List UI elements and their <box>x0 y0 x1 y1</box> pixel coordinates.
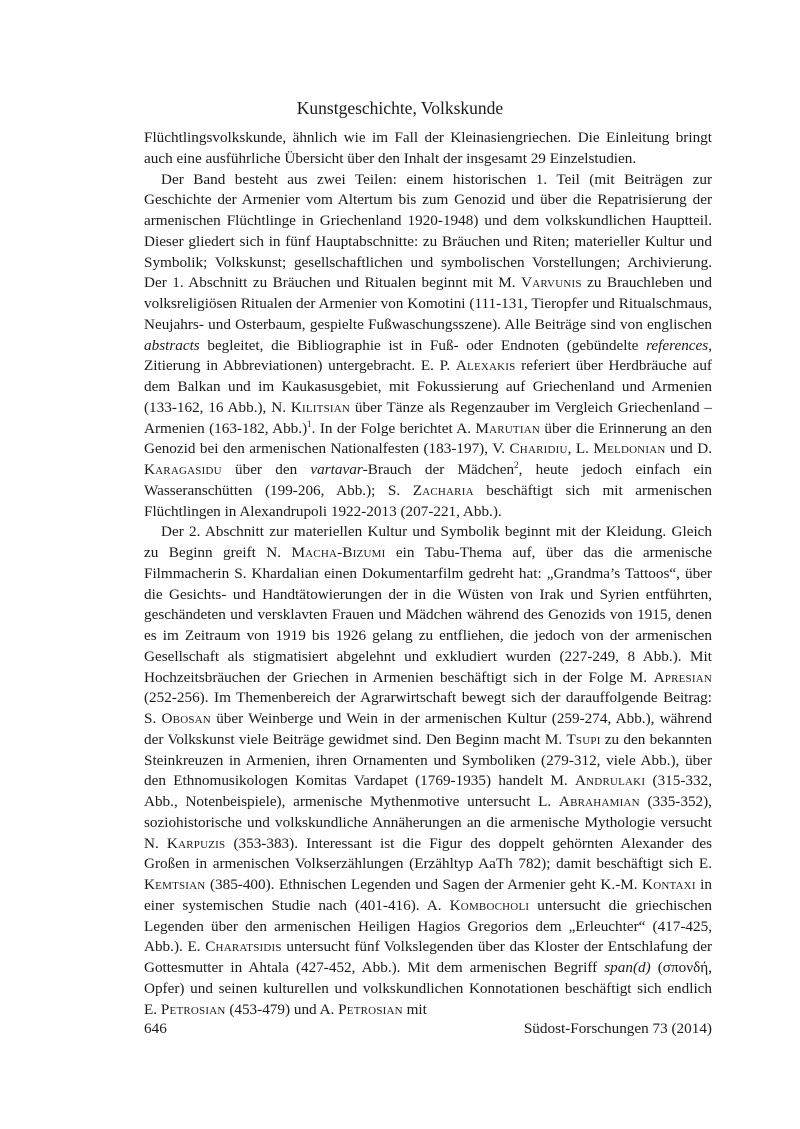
text-run: zu Brauchleben und volksreligiösen Ritualen der Armenier von Komotini (111-131, Tieropfer und Ritualschmaus, Neujahrs- und Osterbaum, gespielte Fußwaschungsszene). Alle Beiträge sind von englischen <box>144 274 712 333</box>
text-run: (453-479) und A. <box>225 1000 339 1018</box>
author-name: Apresian <box>653 668 712 686</box>
footnote-ref: 1 <box>307 418 312 429</box>
text-run: Der Band besteht aus zwei Teilen: einem historischen 1. Teil (mit Beiträgen zur Geschichte der Armenier vom Altertum bis zum Genozid und über die Repatrisierung der armenischen Flüchtlinge in Griechenland 1920-1948) und dem volkskundlichen Hauptteil. Dieser gliedert sich in fünf Hauptabschnitte: zu Bräuchen und Riten; materieller Kultur und Symbolik; Volkskunst; gesellschaftlichen und symbolischen Vorstellungen; Archivierung. Der 1. Abschnitt zu Bräuchen und Ritualen beginnt mit M. <box>144 170 712 292</box>
paragraph <box>144 170 712 523</box>
text-run: über Tänze als Regenzauber im Vergleich Griechenland – Armenien (163-182, Abb.) <box>144 398 712 437</box>
text-run: -Brauch der Mädchen <box>362 461 515 478</box>
text-run: beschäftigt sich mit armenischen Flüchtlingen in Alexandrupoli 1922-2013 (207-221, Abb.). <box>144 481 712 520</box>
text-run: (335-352), soziohistorische und volkskundliche Annäherungen an die armenische Mythologie versucht N. <box>144 793 712 852</box>
text-run: in einer systemischen Studie nach (401-416). A. <box>144 876 712 914</box>
running-head: Kunstgeschichte, Volkskunde <box>296 98 504 118</box>
author-name: Petrosian <box>338 1000 403 1018</box>
text-run: (385-400). Ethnischen Legenden und Sagen der Armenier geht K.-M. <box>205 876 643 893</box>
author-name: Charatsidis <box>205 938 282 956</box>
text-run: untersucht die griechischen Legenden über den armenischen Heiligen Hagios Gregorios dem „Erleuchter“ (417-425, Abb.). E. <box>144 896 712 956</box>
author-name: Abrahamian <box>558 793 640 810</box>
text-run: ein Tabu-Thema auf, über das die armenische Filmmacherin S. Khardalian einen Dokumentarfilm gedreht hat: „Grandma’s Tattoos“, über die Gesichts- und Handtätowierungen der in die Wüsten von Irak und Syrien entführten, geschändeten und versklavten Frauen und Mädchen während des Genozids von 1915, denen es im Zeitraum von 1919 bis 1926 gelang zu entfliehen, die jedoch von der armenischen Gesellschaft als stigmatisiert abgelehnt und exkludiert wurden (227-249, 8 Abb.). Mit Hochzeitsbräuchen der Griechen in Armenien beschäftigt sich in der Folge M. <box>144 544 712 686</box>
author-name: Obosan <box>161 710 211 727</box>
author-name: Charidiu <box>509 440 568 458</box>
text-run: über Weinberge und Wein in der armenischen Kultur (259-274, Abb.), während der Volkskunst viele Beiträge gewidmet sind. Den Beginn macht M. <box>144 710 712 748</box>
text-run: (315-332, Abb., Notenbeispiele), armenische Mythenmotive untersucht L. <box>144 772 712 810</box>
text-run: referiert über Herdbräuche auf dem Balkan und im Kaukasusgebiet, mit Fokussierung auf Griechenland und Armenien (133-162, 16 Abb.), N. <box>144 357 712 416</box>
text-run: , heute jedoch einfach ein Wasseranschütten (199-206, Abb.); S. <box>144 461 712 499</box>
author-name: Petrosian <box>160 1000 226 1018</box>
italic-term: abstracts <box>144 336 200 354</box>
author-name: Kilitsian <box>290 398 351 416</box>
author-name: Andrulaki <box>574 772 646 790</box>
author-name: Kontaxi <box>642 876 696 893</box>
footnote-ref: 2 <box>514 460 519 470</box>
text-run: untersucht fünf Volkslegenden über das Kloster der Entschlafung der Gottesmutter in Ahtala (427-452, Abb.). Mit dem armenischen Begriff <box>144 938 712 976</box>
author-name: Marutian <box>475 419 540 437</box>
text-run: Flüchtlingsvolkskunde, ähnlich wie im Fall der Kleinasiengriechen. Die Einleitung bringt auch eine ausführliche Übersicht über den Inhalt der insgesamt 29 Einzelstudien. <box>144 129 712 167</box>
text-run: zu den bekannten Steinkreuzen in Armenien, ihren Ornamenten und Symboliken (279-312, viele Abb.), über den Ethnomusikologen Komitas Vardapet (1769-1935) handelt M. <box>144 730 712 790</box>
italic-term: references <box>646 336 709 354</box>
text-run: (353-383). Interessant ist die Figur des doppelt gehörnten Alexander des Großen in armenischen Volkserzählungen (Erzähltyp AaTh 782); damit beschäftigt sich E. <box>144 834 712 873</box>
text-run: über die Erinnerung an den Genozid bei den armenischen Nationalfesten (183-197), V. <box>144 419 713 458</box>
author-name: Karpuzis <box>166 834 226 852</box>
author-name: Tsupi <box>566 730 601 748</box>
author-name: Zacharia <box>412 481 474 499</box>
author-name: Meldonian <box>593 440 666 458</box>
text-run: begleitet, die Bibliographie ist in Fuß- oder Endnoten (gebündelte <box>199 336 647 354</box>
text-run: , Zitierung in Abbreviationen) untergebracht. E. P. <box>144 336 712 375</box>
page-number: 646 <box>144 1020 167 1037</box>
text-run: über den <box>221 461 311 478</box>
author-name: Karagasidu <box>144 461 222 478</box>
text-run: . In der Folge berichtet A. <box>311 419 476 437</box>
paragraph <box>144 522 712 1020</box>
text-run: Der 2. Abschnitt zur materiellen Kultur und Symbolik beginnt mit der Kleidung. Gleich zu Beginn greift N. <box>144 523 712 561</box>
author-name: Kemtsian <box>144 876 206 893</box>
text-run: , L. <box>567 440 594 458</box>
journal-citation: Südost-Forschungen 73 (2014) <box>523 1020 712 1037</box>
text-run: (σπονδή, Opfer) und seinen kulturellen und volkskundlichen Konnotationen beschäftigt sich endlich E. <box>144 959 712 1018</box>
italic-term: vartavar <box>310 461 363 478</box>
author-name: Varvunis <box>521 274 582 292</box>
author-name: Macha-Bizumi <box>291 544 386 561</box>
author-name: Alexakis <box>455 357 516 375</box>
text-run: und D. <box>665 440 712 458</box>
author-name: Kombocholi <box>449 896 530 914</box>
paragraph <box>144 128 712 170</box>
text-run: mit <box>402 1000 427 1018</box>
text-run: (252-256). Im Themenbereich der Agrarwirtschaft bewegt sich der darauffolgende Beitrag: S. <box>144 689 712 727</box>
italic-term: span(d) <box>604 959 651 976</box>
body-text <box>144 128 712 1020</box>
